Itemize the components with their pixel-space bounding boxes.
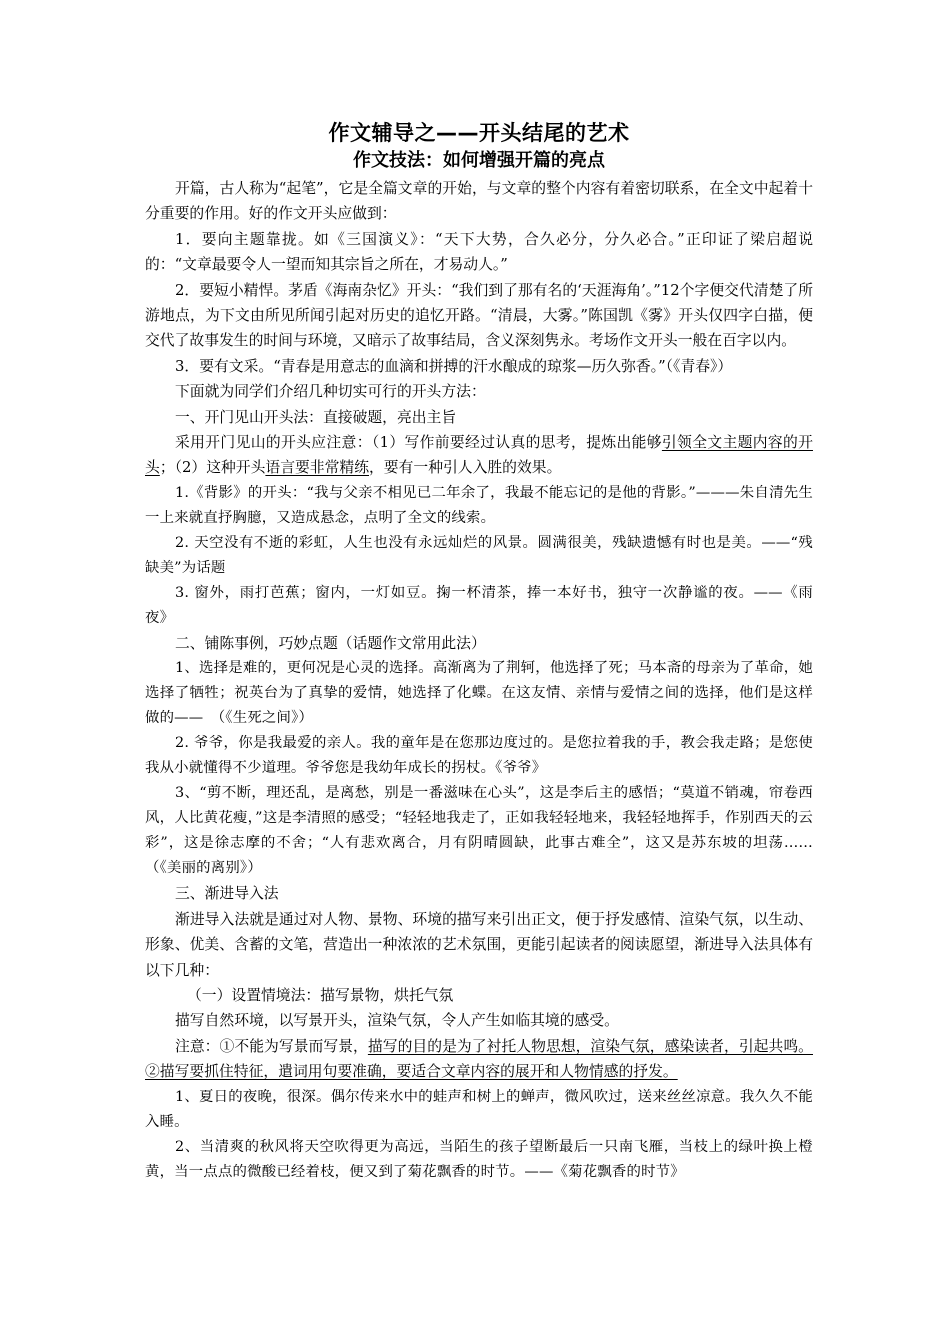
m1-desc-part-b: ；（2）这种开头 [159, 459, 266, 477]
document-title: 作文辅导之——开头结尾的艺术 [328, 121, 630, 145]
m1-desc-underline-2: 语言要非常精练 [265, 459, 369, 477]
requirement-2: 2．要短小精悍。茅盾《海南杂忆》开头：“我们到了那有名的‘天涯海角’。”12个字便交代清楚了所游地点，为下文由所见所闻引起对历史的追忆开路。“清晨，大雾。”陈国凯《雾》开头仅四字白描，便交代了故事发生的时间与环境，又暗示了故事结局，含义深刻隽永。考场作文开头一般在百字以内。 [145, 281, 813, 350]
method-3-note [145, 1034, 813, 1085]
m3-note-part-a: 注意：①不能为写景而写景， [175, 1037, 368, 1055]
document-subtitle: 作文技法：如何增强开篇的亮点 [353, 150, 605, 171]
methods-intro: 下面就为同学们介绍几种切实可行的开头方法： [175, 383, 486, 401]
m1-desc-underline-1: 引领全文主题内容的开头 [145, 434, 813, 477]
m3-note-underline: 描写的目的是为了衬托人物思想，渲染气氛，感染读者，引起共鸣。②描写要抓住特征，遣词用句要准确，要适合文章内容的展开和人物情感的抒发。 [145, 1037, 813, 1081]
method-3-sub1-description: 描写自然环境，以写景开头，渲染气氛，令人产生如临其境的感受。 [175, 1012, 619, 1030]
method-2-example-3: 3、“剪不断，理还乱，是离愁，别是一番滋味在心头”，这是李后主的感悟；“莫道不销魂，帘卷西风，人比黄花瘦，”这是李清照的感受；“轻轻地我走了，正如我轻轻地来，我轻轻地挥手，作别西天的云彩”，这是徐志摩的不舍；“人有悲欢离合，月有阴晴圆缺，此事古难全”，这又是苏东坡的坦荡…… （《美丽的离别》） [145, 785, 828, 877]
method-3-example-2: 2、当清爽的秋风将天空吹得更为高远，当陌生的孩子望断最后一只南飞雁，当枝上的绿叶换上橙黄，当一点点的微酸已经着枝，便又到了菊花飘香的时节。——《菊花飘香的时节》 [145, 1138, 813, 1180]
method-2-heading: 二、铺陈事例，巧妙点题（话题作文常用此法） [175, 634, 486, 652]
method-2-example-2: 2. 爷爷，你是我最爱的亲人。我的童年是在您那边度过的。是您拉着我的手，教会我走路；是您使我从小就懂得不少道理。爷爷您是我幼年成长的拐杖。《爷爷》 [145, 735, 813, 777]
method-1-example-1: 1.《背影》的开头：“我与父亲不相见已二年余了，我最不能忘记的是他的背影。”———朱自清先生一上来就直抒胸臆，又造成悬念，点明了全文的线索。 [145, 484, 813, 526]
method-2-example-1: 1、选择是难的，更何况是心灵的选择。高渐离为了荆轲，他选择了死；马本斋的母亲为了革命，她选择了牺牲；祝英台为了真挚的爱情，她选择了化蝶。在这友情、亲情与爱情之间的选择，他们是这样做的—— （《生死之间》） [145, 660, 813, 727]
method-1-example-3: 3. 窗外，雨打芭蕉；窗内，一灯如豆。掬一杯清茶，捧一本好书，独守一次静谧的夜。——《雨夜》 [145, 584, 813, 626]
method-1-description [145, 430, 813, 481]
method-1-heading: 一、开门见山开头法：直接破题，亮出主旨 [175, 408, 457, 426]
m1-desc-part-a: 采用开门见山的开头应注意：（1）写作前要经过认真的思考，提炼出能够 [175, 434, 662, 452]
intro-paragraph: 开篇，古人称为“起笔”，它是全篇文章的开始，与文章的整个内容有着密切联系，在全文中起着十分重要的作用。好的作文开头应做到： [145, 180, 813, 223]
m1-desc-part-c: ，要有一种引人入胜的效果。 [369, 459, 562, 477]
method-1-example-2: 2. 天空没有不逝的彩虹，人生也没有永远灿烂的风景。圆满很美，残缺遗憾有时也是美。——“残缺美”为话题 [145, 534, 813, 576]
method-3-example-1: 1、夏日的夜晚，很深。偶尔传来水中的蛙声和树上的蝉声，微风吹过，送来丝丝凉意。我久久不能入睡。 [145, 1088, 813, 1130]
method-3-description: 渐进导入法就是通过对人物、景物、环境的描写来引出正文，便于抒发感情、渲染气氛，以生动、形象、优美、含蓄的文笔，营造出一种浓浓的艺术氛围，更能引起读者的阅读愿望，渐进导入法具体有以下几种： [145, 910, 813, 979]
requirement-3: 3．要有文采。“青春是用意志的血滴和拼搏的汗水酿成的琼浆—历久弥香。”（《青春》） [175, 357, 733, 375]
method-3-heading: 三、渐进导入法 [175, 885, 279, 903]
requirement-1: 1．要向主题靠拢。如《三国演义》：“天下大势，合久必分，分久必合。”正印证了梁启超说的：“文章最要令人一望而知其宗旨之所在，才易动人。” [145, 230, 813, 274]
document-body [145, 118, 828, 1185]
method-3-subheading-1: （一）设置情境法：描写景物，烘托气氛 [187, 986, 454, 1004]
